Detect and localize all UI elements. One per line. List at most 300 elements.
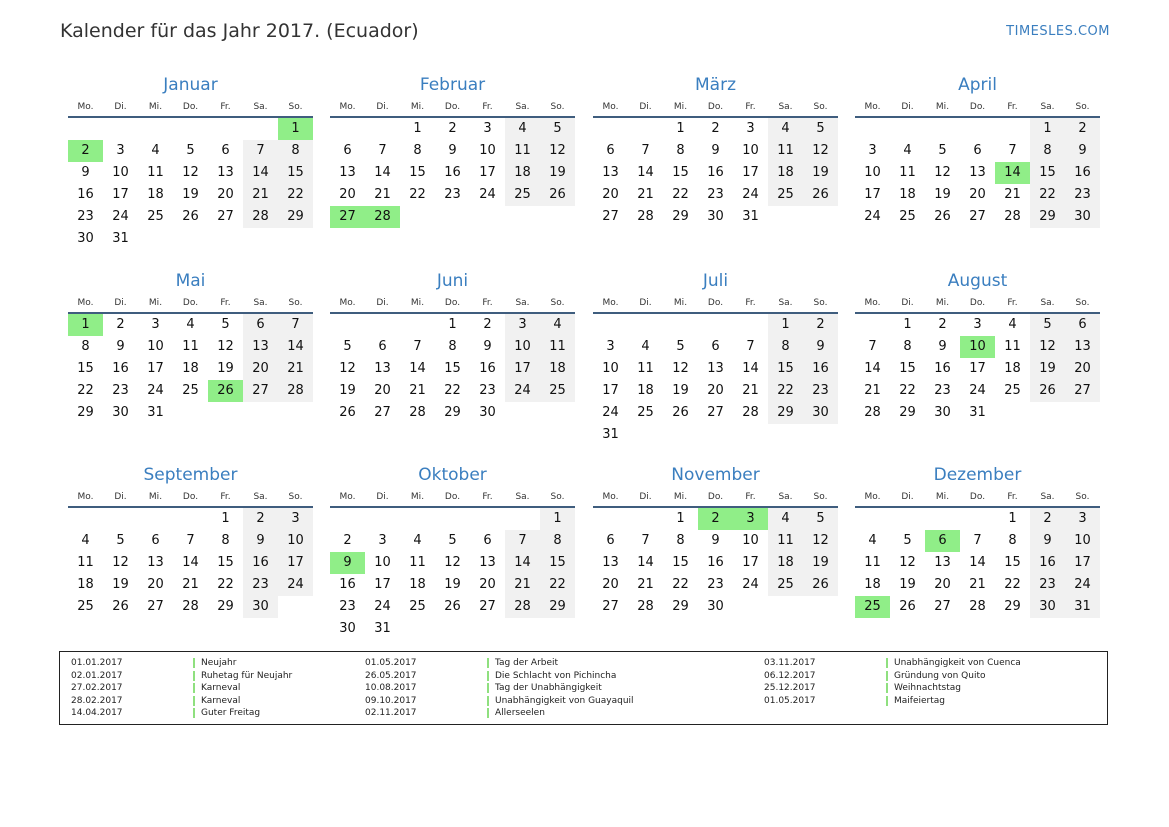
month-name: Februar: [419, 75, 486, 95]
weekday-label: Sa.: [778, 298, 793, 308]
weekday-label: So.: [288, 298, 303, 308]
day-cell: 22: [217, 577, 234, 592]
empty-cell: [593, 314, 628, 336]
empty-cell: [173, 118, 208, 140]
day-cell: 20: [707, 383, 724, 398]
legend-holiday-name: Tag der Unabhängigkeit: [495, 683, 602, 694]
legend-holiday-name: Ruhetag für Neujahr: [201, 670, 293, 681]
day-cell: 31: [969, 405, 986, 420]
weekday-label: Mo.: [77, 492, 94, 502]
day-cell: 28: [505, 596, 540, 618]
day-grid: [593, 314, 838, 446]
weekday-label: Sa.: [515, 102, 530, 112]
day-cell: 19: [803, 162, 838, 184]
day-cell: 2: [938, 317, 947, 332]
weekday-label: Fr.: [220, 102, 231, 112]
day-cell: 25: [77, 599, 94, 614]
day-cell: 12: [1030, 336, 1065, 358]
weekday-header: [68, 295, 313, 311]
day-cell: 31: [112, 231, 129, 246]
day-cell: 23: [339, 599, 356, 614]
holiday-day: 28: [365, 206, 400, 228]
day-cell: 15: [278, 162, 313, 184]
day-cell: 13: [969, 165, 986, 180]
day-cell: 2: [243, 508, 278, 530]
weekday-header: [330, 99, 575, 115]
day-cell: 18: [637, 383, 654, 398]
day-cell: 5: [1030, 314, 1065, 336]
day-cell: 26: [112, 599, 129, 614]
day-cell: 28: [864, 405, 881, 420]
day-cell: 30: [339, 621, 356, 636]
day-cell: 8: [448, 339, 457, 354]
day-cell: 21: [864, 383, 881, 398]
day-cell: 18: [77, 577, 94, 592]
day-cell: 31: [374, 621, 391, 636]
weekday-label: Sa.: [515, 492, 530, 502]
day-cell: 8: [413, 143, 422, 158]
day-cell: 8: [221, 533, 230, 548]
day-cell: 3: [1065, 508, 1100, 530]
holiday-day: 26: [208, 380, 243, 402]
empty-cell: [855, 118, 890, 140]
empty-cell: [400, 314, 435, 336]
day-cell: 20: [217, 187, 234, 202]
day-cell: 9: [243, 530, 278, 552]
day-cell: 8: [81, 339, 90, 354]
day-cell: 16: [803, 358, 838, 380]
weekday-label: So.: [550, 492, 565, 502]
empty-cell: [698, 314, 733, 336]
day-cell: 20: [147, 577, 164, 592]
brand-link[interactable]: TIMESLES.COM: [1006, 24, 1110, 39]
day-cell: 14: [637, 165, 654, 180]
day-cell: 11: [864, 555, 881, 570]
day-cell: 5: [803, 508, 838, 530]
weekday-label: Mi.: [148, 298, 163, 308]
day-grid: [330, 508, 575, 640]
empty-cell: [890, 508, 925, 530]
legend-row: [365, 682, 634, 695]
day-cell: 28: [969, 599, 986, 614]
day-cell: 17: [112, 187, 129, 202]
month-5: [68, 270, 313, 424]
day-cell: 17: [602, 383, 619, 398]
day-cell: 15: [444, 361, 461, 376]
weekday-label: Mo.: [864, 102, 881, 112]
day-cell: 8: [676, 143, 685, 158]
holiday-marker: [487, 683, 489, 693]
day-cell: 6: [606, 533, 615, 548]
month-name: September: [143, 465, 238, 485]
day-cell: 22: [278, 184, 313, 206]
day-cell: 21: [182, 577, 199, 592]
day-cell: 6: [243, 314, 278, 336]
day-cell: 10: [505, 336, 540, 358]
day-cell: 3: [973, 317, 982, 332]
month-name: Dezember: [933, 465, 1022, 485]
day-cell: 3: [868, 143, 877, 158]
empty-cell: [960, 508, 995, 530]
day-cell: 14: [182, 555, 199, 570]
weekday-label: Fr.: [482, 298, 493, 308]
weekday-label: Mi.: [410, 492, 425, 502]
day-cell: 21: [374, 187, 391, 202]
day-cell: 22: [1030, 184, 1065, 206]
day-cell: 23: [803, 380, 838, 402]
day-cell: 28: [278, 380, 313, 402]
day-cell: 26: [899, 599, 916, 614]
day-cell: 19: [182, 187, 199, 202]
weekday-label: Sa.: [515, 298, 530, 308]
day-cell: 11: [409, 555, 426, 570]
day-cell: 17: [742, 165, 759, 180]
day-cell: 11: [182, 339, 199, 354]
day-grid: [68, 314, 313, 424]
day-cell: 20: [374, 383, 391, 398]
day-cell: 19: [217, 361, 234, 376]
month-8: [855, 270, 1100, 424]
day-cell: 17: [505, 358, 540, 380]
empty-cell: [470, 508, 505, 530]
day-cell: 22: [540, 574, 575, 596]
day-cell: 17: [1065, 552, 1100, 574]
day-cell: 21: [409, 383, 426, 398]
weekday-label: Mi.: [673, 298, 688, 308]
legend-row: [764, 682, 1021, 695]
weekday-label: So.: [813, 298, 828, 308]
day-cell: 14: [505, 552, 540, 574]
day-cell: 11: [77, 555, 94, 570]
holiday-marker: [193, 696, 195, 706]
weekday-label: Mi.: [148, 492, 163, 502]
weekday-label: Di.: [639, 298, 652, 308]
day-cell: 9: [448, 143, 457, 158]
day-cell: 16: [1030, 552, 1065, 574]
day-cell: 5: [221, 317, 230, 332]
day-cell: 30: [1030, 596, 1065, 618]
day-cell: 4: [1008, 317, 1017, 332]
day-cell: 21: [1004, 187, 1021, 202]
legend-column: [71, 657, 292, 720]
weekday-label: Sa.: [1040, 492, 1055, 502]
day-cell: 10: [1065, 530, 1100, 552]
weekday-label: Di.: [901, 102, 914, 112]
day-cell: 23: [1065, 184, 1100, 206]
holiday-day: 10: [960, 336, 995, 358]
legend-holiday-name: Karneval: [201, 695, 241, 706]
holiday-marker: [487, 658, 489, 668]
weekday-label: Di.: [376, 102, 389, 112]
day-cell: 9: [711, 143, 720, 158]
day-cell: 28: [409, 405, 426, 420]
weekday-label: Di.: [376, 298, 389, 308]
day-cell: 11: [540, 336, 575, 358]
weekday-label: Mi.: [673, 492, 688, 502]
day-cell: 13: [1065, 336, 1100, 358]
day-cell: 27: [147, 599, 164, 614]
day-cell: 17: [479, 165, 496, 180]
day-cell: 23: [243, 574, 278, 596]
day-cell: 3: [505, 314, 540, 336]
day-cell: 7: [243, 140, 278, 162]
day-cell: 9: [711, 533, 720, 548]
month-name: Oktober: [418, 465, 487, 485]
legend-row: [764, 657, 1021, 670]
weekday-label: Do.: [707, 492, 724, 502]
day-cell: 24: [742, 577, 759, 592]
empty-cell: [628, 314, 663, 336]
day-cell: 14: [742, 361, 759, 376]
day-cell: 6: [1065, 314, 1100, 336]
empty-cell: [208, 118, 243, 140]
weekday-header: [593, 295, 838, 311]
weekday-label: Fr.: [745, 102, 756, 112]
legend-column: [764, 657, 1021, 707]
day-cell: 16: [243, 552, 278, 574]
day-cell: 27: [602, 599, 619, 614]
legend-row: [365, 657, 634, 670]
day-cell: 10: [742, 533, 759, 548]
weekday-label: Di.: [114, 492, 127, 502]
day-cell: 11: [1004, 339, 1021, 354]
empty-cell: [925, 508, 960, 530]
day-cell: 4: [903, 143, 912, 158]
day-cell: 23: [707, 187, 724, 202]
holiday-day: 2: [698, 508, 733, 530]
day-cell: 21: [243, 184, 278, 206]
day-cell: 1: [676, 511, 685, 526]
day-cell: 17: [742, 555, 759, 570]
day-cell: 12: [444, 555, 461, 570]
day-grid: [593, 508, 838, 618]
day-cell: 27: [969, 209, 986, 224]
weekday-label: Mi.: [935, 492, 950, 502]
holiday-day: 6: [925, 530, 960, 552]
legend-holiday-name: Gründung von Quito: [894, 670, 986, 681]
empty-cell: [138, 508, 173, 530]
day-cell: 29: [768, 402, 803, 424]
month-name: Juni: [436, 271, 469, 291]
day-cell: 2: [1065, 118, 1100, 140]
day-cell: 17: [147, 361, 164, 376]
weekday-label: Mo.: [339, 298, 356, 308]
weekday-label: Do.: [182, 298, 199, 308]
holiday-day: 1: [278, 118, 313, 140]
month-10: [330, 464, 575, 640]
day-cell: 26: [803, 184, 838, 206]
day-cell: 15: [540, 552, 575, 574]
legend-date: 26.05.2017: [365, 670, 417, 681]
day-cell: 6: [606, 143, 615, 158]
day-cell: 2: [448, 121, 457, 136]
day-cell: 29: [540, 596, 575, 618]
day-cell: 16: [339, 577, 356, 592]
day-cell: 7: [1008, 143, 1017, 158]
day-cell: 24: [112, 209, 129, 224]
day-cell: 7: [746, 339, 755, 354]
day-cell: 24: [1065, 574, 1100, 596]
day-cell: 29: [672, 599, 689, 614]
day-cell: 22: [77, 383, 94, 398]
weekday-label: Sa.: [253, 492, 268, 502]
day-cell: 16: [444, 165, 461, 180]
weekday-label: So.: [1075, 102, 1090, 112]
weekday-label: Fr.: [482, 102, 493, 112]
legend-holiday-name: Tag der Arbeit: [495, 658, 559, 669]
day-cell: 19: [803, 552, 838, 574]
holiday-day: 3: [733, 508, 768, 530]
day-cell: 3: [378, 533, 387, 548]
day-cell: 24: [864, 209, 881, 224]
day-cell: 15: [77, 361, 94, 376]
empty-cell: [330, 118, 365, 140]
day-cell: 30: [1065, 206, 1100, 228]
day-cell: 12: [934, 165, 951, 180]
day-cell: 25: [409, 599, 426, 614]
day-cell: 15: [409, 165, 426, 180]
holiday-marker: [886, 671, 888, 681]
day-cell: 4: [540, 314, 575, 336]
day-cell: 25: [899, 209, 916, 224]
holiday-day: 1: [68, 314, 103, 336]
holiday-marker: [193, 708, 195, 718]
day-grid: [330, 118, 575, 228]
day-cell: 25: [637, 405, 654, 420]
legend-holiday-name: Maifeiertag: [894, 695, 945, 706]
day-cell: 16: [77, 187, 94, 202]
day-cell: 10: [147, 339, 164, 354]
day-cell: 17: [374, 577, 391, 592]
day-cell: 26: [444, 599, 461, 614]
month-9: [68, 464, 313, 618]
legend-date: 27.02.2017: [71, 683, 123, 694]
day-cell: 25: [768, 574, 803, 596]
day-cell: 18: [505, 162, 540, 184]
day-cell: 12: [803, 530, 838, 552]
day-cell: 1: [413, 121, 422, 136]
day-cell: 5: [938, 143, 947, 158]
empty-cell: [365, 118, 400, 140]
day-cell: 3: [746, 121, 755, 136]
day-cell: 9: [1065, 140, 1100, 162]
empty-cell: [68, 118, 103, 140]
weekday-header: [330, 295, 575, 311]
day-cell: 4: [505, 118, 540, 140]
day-cell: 9: [938, 339, 947, 354]
weekday-label: Do.: [969, 102, 986, 112]
weekday-label: Di.: [901, 298, 914, 308]
day-cell: 24: [278, 574, 313, 596]
legend-row: [71, 707, 292, 720]
day-cell: 14: [278, 336, 313, 358]
month-name: Juli: [702, 271, 729, 291]
day-cell: 8: [1030, 140, 1065, 162]
holiday-day: 25: [855, 596, 890, 618]
day-cell: 29: [672, 209, 689, 224]
day-cell: 2: [116, 317, 125, 332]
weekday-label: Do.: [707, 298, 724, 308]
day-grid: [855, 314, 1100, 424]
day-cell: 10: [602, 361, 619, 376]
day-cell: 7: [413, 339, 422, 354]
day-cell: 29: [1030, 206, 1065, 228]
month-name: August: [947, 271, 1008, 291]
holiday-marker: [487, 671, 489, 681]
day-cell: 30: [934, 405, 951, 420]
day-cell: 11: [505, 140, 540, 162]
weekday-label: Mo.: [602, 298, 619, 308]
day-cell: 23: [934, 383, 951, 398]
day-cell: 9: [81, 165, 90, 180]
weekday-label: Di.: [114, 298, 127, 308]
day-cell: 23: [77, 209, 94, 224]
weekday-label: So.: [1075, 492, 1090, 502]
weekday-label: So.: [550, 298, 565, 308]
holiday-marker: [886, 683, 888, 693]
day-cell: 3: [606, 339, 615, 354]
weekday-label: Fr.: [745, 492, 756, 502]
empty-cell: [138, 118, 173, 140]
day-cell: 23: [444, 187, 461, 202]
weekday-label: Fr.: [220, 492, 231, 502]
day-cell: 4: [641, 339, 650, 354]
day-cell: 5: [540, 118, 575, 140]
day-cell: 5: [186, 143, 195, 158]
weekday-label: Mi.: [148, 102, 163, 112]
day-cell: 15: [217, 555, 234, 570]
day-cell: 12: [540, 140, 575, 162]
day-cell: 8: [1008, 533, 1017, 548]
weekday-label: Di.: [376, 492, 389, 502]
empty-cell: [243, 118, 278, 140]
day-cell: 27: [479, 599, 496, 614]
day-cell: 21: [278, 358, 313, 380]
weekday-label: Mo.: [602, 492, 619, 502]
holiday-marker: [487, 708, 489, 718]
day-cell: 31: [1065, 596, 1100, 618]
weekday-label: Do.: [969, 298, 986, 308]
day-cell: 9: [116, 339, 125, 354]
day-grid: [330, 314, 575, 424]
day-cell: 12: [182, 165, 199, 180]
day-cell: 20: [602, 187, 619, 202]
weekday-label: Fr.: [482, 492, 493, 502]
weekday-label: Di.: [639, 492, 652, 502]
legend-holiday-name: Allerseelen: [495, 708, 545, 719]
weekday-label: Di.: [114, 102, 127, 112]
weekday-label: Do.: [444, 298, 461, 308]
day-cell: 2: [711, 121, 720, 136]
day-cell: 5: [803, 118, 838, 140]
legend-row: [71, 695, 292, 708]
day-cell: 31: [147, 405, 164, 420]
empty-cell: [925, 118, 960, 140]
day-cell: 13: [147, 555, 164, 570]
holiday-legend: [59, 651, 1108, 725]
day-cell: 18: [864, 577, 881, 592]
day-cell: 28: [1004, 209, 1021, 224]
month-7: [593, 270, 838, 446]
day-cell: 22: [768, 380, 803, 402]
day-cell: 15: [672, 165, 689, 180]
day-cell: 3: [278, 508, 313, 530]
weekday-header: [855, 295, 1100, 311]
day-cell: 16: [479, 361, 496, 376]
day-grid: [68, 118, 313, 250]
weekday-label: So.: [288, 102, 303, 112]
legend-date: 28.02.2017: [71, 695, 123, 706]
